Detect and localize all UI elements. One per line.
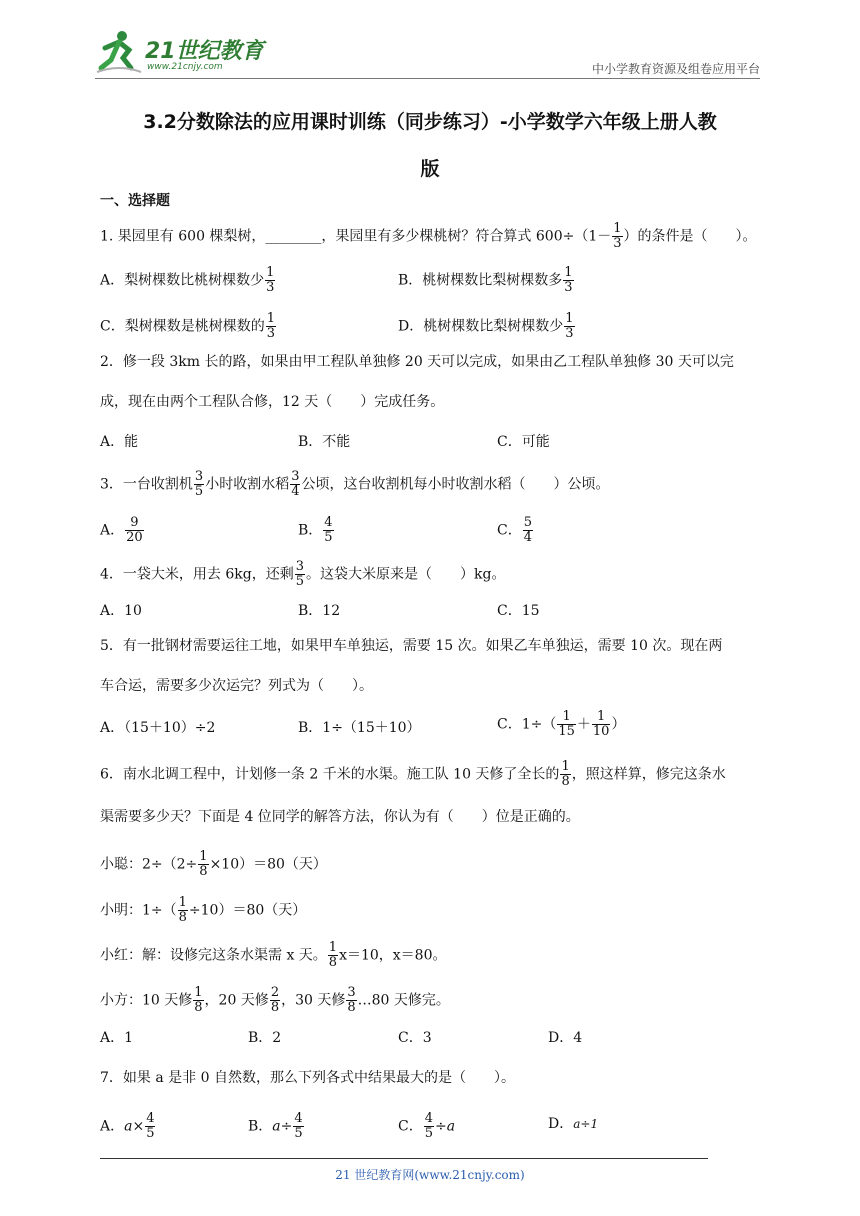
logo-url: www.21cnjy.com <box>147 62 223 72</box>
header <box>95 28 760 80</box>
q6-solution-2: 小明：1÷（ $\frac{1}{8}$ ÷10）＝80（天） <box>100 895 307 925</box>
q6-option-a[interactable]: A．1 <box>100 1030 134 1046</box>
page-title <box>95 108 765 136</box>
question-2-cont: 成，现在由两个工程队合修，12 天（ ）完成任务。 <box>100 394 445 410</box>
q4-option-c[interactable]: C．15 <box>497 603 540 619</box>
title-line-1: 3.2分数除法的应用课时训练（同步练习）-小学数学六年级上册人教 <box>143 111 717 133</box>
q4-option-b[interactable]: B．12 <box>298 603 341 619</box>
q1-option-d[interactable]: D．桃树棵数比梨树棵数少 $\frac{1}{3}$ <box>398 311 574 341</box>
platform-name: 中小学教育资源及组卷应用平台 <box>591 62 760 76</box>
q1-option-c[interactable]: C．梨树棵数是桃树棵数的 $\frac{1}{3}$ <box>100 311 275 341</box>
question-6: 6．南水北调工程中，计划修一条 2 千米的水渠。施工队 10 天修了全长的 $\frac{1}{8}$ ，照这样算，修完这条水 <box>100 759 726 789</box>
q7-option-d[interactable]: D．a÷1 <box>548 1116 599 1132</box>
section-heading: 一、选择题 <box>100 193 170 209</box>
q2-option-b[interactable]: B．不能 <box>298 434 351 450</box>
q1-option-a[interactable]: A．梨树棵数比桃树棵数少 $\frac{1}{3}$ <box>100 265 275 295</box>
logo-text: 21世纪教育 <box>145 39 264 64</box>
question-2: 2．修一段 3km 长的路，如果由甲工程队单独修 20 天可以完成，如果由乙工程队单独修 30 天可以完 <box>100 354 734 370</box>
q7-option-b[interactable]: B．a÷ $\frac{4}{5}$ <box>248 1111 303 1141</box>
fraction: $\frac{1}{3}$ <box>613 221 622 251</box>
q3-option-b[interactable]: B． $\frac{4}{5}$ <box>298 515 333 545</box>
runner-logo-icon <box>95 28 143 74</box>
q6-option-c[interactable]: C．3 <box>398 1030 432 1046</box>
q7-option-a[interactable]: A．a× $\frac{4}{5}$ <box>100 1111 155 1141</box>
q5-option-c[interactable]: C．1÷（ $\frac{1}{15}$ ＋ $\frac{1}{10}$ ） <box>497 709 626 739</box>
title-line-2: 版 <box>420 158 440 180</box>
question-5-cont: 车合运，需要多少次运完？列式为（ ）。 <box>100 678 373 694</box>
footer-text[interactable]: 21 世纪教育网(www.21cnjy.com) <box>335 1168 525 1182</box>
q3-option-a[interactable]: A． $\frac{9}{20}$ <box>100 515 143 545</box>
q5-option-b[interactable]: B．1÷（15＋10） <box>298 720 421 736</box>
q5-option-a[interactable]: A．（15＋10）÷2 <box>100 720 216 736</box>
q1-text-end: ）的条件是（ ）。 <box>623 228 757 245</box>
q1-text: 1. 果园里有 600 棵梨树，________，果园里有多少棵桃树？符合算式 600÷（1－ <box>100 228 612 245</box>
question-1 <box>100 222 757 251</box>
q6-option-b[interactable]: B．2 <box>248 1030 282 1046</box>
q2-option-a[interactable]: A．能 <box>100 434 139 450</box>
question-6-cont: 渠需要多少天？下面是 4 位同学的解答方法，你认为有（ ）位是正确的。 <box>100 809 580 825</box>
q6-option-d[interactable]: D．4 <box>548 1030 583 1046</box>
question-5: 5．有一批钢材需要运往工地，如果甲车单独运，需要 15 次。如果乙车单独运，需要 10 次。现在两 <box>100 638 723 654</box>
q6-solution-1: 小聪：2÷（2÷ $\frac{1}{8}$ ×10）＝80（天） <box>100 849 327 879</box>
header-rule <box>95 78 760 79</box>
q7-option-c[interactable]: C． $\frac{4}{5}$ ÷a <box>398 1111 456 1141</box>
q1-option-b[interactable]: B．桃树棵数比梨树棵数多 $\frac{1}{3}$ <box>398 265 573 295</box>
question-3: 3．一台收割机 $\frac{3}{5}$ 小时收割水稻 $\frac{3}{4}$ 公顷，这台收割机每小时收割水稻（ ）公顷。 <box>100 469 610 499</box>
q6-solution-3: 小红：解：设修完这条水渠需 x 天。 $\frac{1}{8}$ x＝10，x＝80。 <box>100 940 447 970</box>
q4-option-a[interactable]: A．10 <box>100 603 142 619</box>
q6-solution-4: 小方：10 天修 $\frac{1}{8}$ ，20 天修 $\frac{2}{8}$ ，30 天修 $\frac{3}{8}$ …80 天修完。 <box>100 985 450 1015</box>
question-4: 4．一袋大米，用去 6kg，还剩 $\frac{3}{5}$ 。这袋大米原来是（ ）kg。 <box>100 559 506 589</box>
q2-option-c[interactable]: C．可能 <box>497 434 550 450</box>
q3-option-c[interactable]: C． $\frac{5}{4}$ <box>497 515 532 545</box>
footer-rule <box>100 1158 708 1159</box>
question-7: 7．如果 a 是非 0 自然数，那么下列各式中结果最大的是（ ）。 <box>100 1070 515 1086</box>
